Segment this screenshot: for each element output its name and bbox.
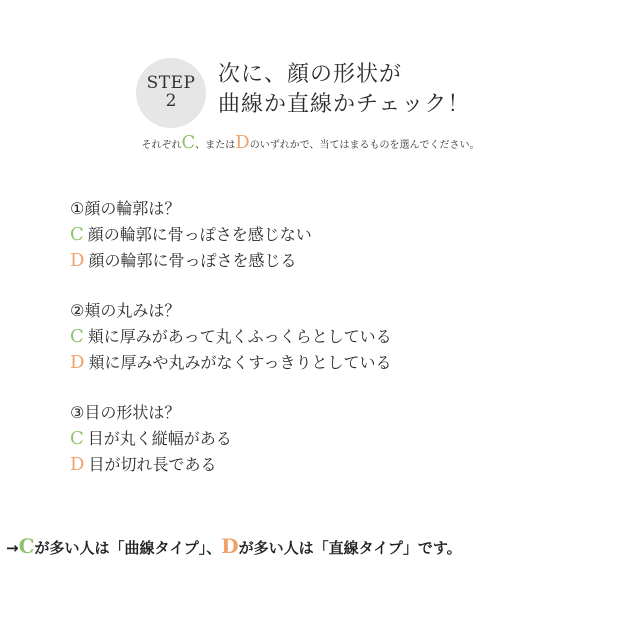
option-letter-d: D [70, 454, 85, 475]
page-title [218, 60, 470, 120]
option-d [70, 248, 392, 274]
instruction-d-letter: D [235, 132, 250, 153]
instruction-suffix: のいずれかで、当てはまるものを選んでください。 [249, 140, 480, 151]
conclusion-part-1: が多い人は「曲線タイプ」、 [34, 539, 222, 557]
question-title: ③目の形状は？ [70, 403, 181, 422]
question-list [70, 196, 392, 502]
conclusion-part-2: が多い人は「直線タイプ」です。 [238, 539, 462, 557]
conclusion-text [6, 534, 462, 558]
option-text: 顔の輪郭に骨っぽさを感じない [87, 225, 312, 244]
instruction-middle: 、または [195, 140, 236, 151]
option-text: 目が丸く縦幅がある [87, 429, 232, 448]
instruction-text [0, 132, 621, 153]
option-letter-d: D [70, 250, 85, 271]
option-text: 頬に厚みや丸みがなくすっきりとしている [88, 353, 392, 372]
question-2 [70, 298, 392, 376]
step-label: STEP [146, 73, 196, 94]
option-letter-c: C [70, 428, 84, 449]
option-text: 目が切れ長である [88, 455, 217, 474]
question-1 [70, 196, 392, 274]
option-d [70, 350, 392, 376]
question-title: ②頬の丸みは？ [70, 301, 181, 320]
option-text: 顔の輪郭に骨っぽさを感じる [88, 251, 297, 270]
heading-line-1: 次に、顔の形状が [218, 62, 403, 87]
instruction-prefix: それぞれ [141, 140, 182, 151]
option-c [70, 426, 392, 452]
option-letter-c: C [70, 326, 84, 347]
arrow-glyph: → [6, 539, 19, 557]
option-c [70, 324, 392, 350]
option-letter-c: C [70, 224, 84, 245]
question-3 [70, 400, 392, 478]
option-letter-d: D [70, 352, 85, 373]
heading-line-2: 曲線か直線かチェック！ [218, 92, 471, 117]
option-text: 頬に厚みがあって丸くふっくらとしている [87, 327, 392, 346]
step-number: 2 [165, 91, 177, 111]
step-badge [136, 58, 206, 128]
option-d [70, 452, 392, 478]
instruction-c-letter: C [181, 132, 196, 153]
conclusion-d-letter: D [221, 534, 239, 558]
option-c [70, 222, 392, 248]
question-title: ①顔の輪郭は？ [70, 199, 181, 218]
conclusion-c-letter: C [18, 534, 35, 558]
